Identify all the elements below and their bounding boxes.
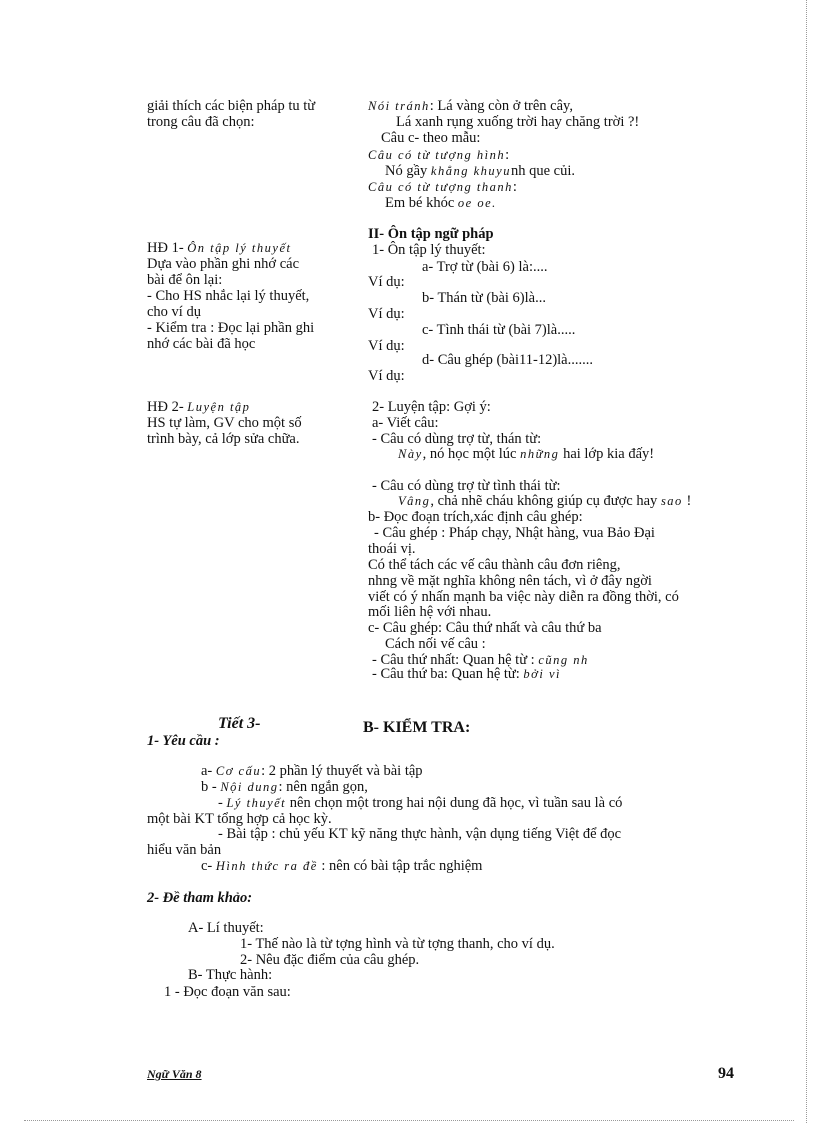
hd1-line-5: - Kiểm tra : Đọc lại phần ghi — [147, 320, 315, 336]
hd2-title: Luyện tập — [187, 400, 251, 414]
page-edge-horizontal-rule — [24, 1120, 794, 1121]
example-4-c: sao — [660, 494, 683, 508]
hd1-title: Ôn tập lý thuyết — [187, 241, 292, 255]
item-d: d- Câu ghép (bài11-12)là....... — [422, 352, 593, 368]
cau-c-theo-mau: Câu c- theo mẫu: — [381, 130, 481, 146]
dash-4-a: - Câu thứ ba: Quan hệ từ: — [372, 666, 524, 682]
hd1-line-2: bài để ôn lại: — [147, 272, 223, 288]
explanation-line-2: nhng về mặt nghĩa không nên tách, vì ở đây ngời — [368, 573, 652, 589]
tuong-hinh-line — [368, 147, 509, 163]
item-a: a- Trợ từ (bài 6) là:.... — [422, 259, 548, 275]
tiet-3-heading: Tiết 3- — [218, 715, 261, 732]
hd1-prefix: HĐ 1- — [147, 240, 188, 256]
noi-tranh-text: : Lá vàng còn ở trên cây, — [429, 98, 573, 114]
example-1-c: nh que củi. — [510, 163, 575, 179]
hd1-line-6: nhớ các bài đã học — [147, 336, 256, 352]
tuong-hinh-colon: : — [505, 147, 510, 163]
req-ly-thuyet-cont: một bài KT tổng hợp cả học kỳ. — [147, 811, 332, 827]
cau-ghep-phap-chay: - Câu ghép : Pháp chạy, Nhật hàng, vua Bảo Đại — [374, 525, 655, 541]
hd1-heading — [147, 240, 291, 256]
thuc-hanh-heading: B- Thực hành: — [188, 967, 273, 983]
page-number: 94 — [718, 1065, 734, 1082]
doc-doan-trich: b- Đọc đoạn trích,xác định câu ghép: — [368, 509, 583, 525]
dash-3-a: - Câu thứ nhất: Quan hệ từ : — [372, 652, 539, 668]
example-3-b: , nó học một lúc — [422, 446, 521, 462]
dash-3-b: cũng nh — [538, 653, 589, 667]
explanation-line-3: viết có ý nhấn mạnh ba việc này diễn ra đồng thời, có — [368, 589, 679, 605]
example-nay — [398, 446, 654, 462]
dash-4-b: bởi vì — [523, 667, 561, 681]
hd2-prefix: HĐ 2- — [147, 399, 188, 415]
example-1-b: khẳng khuyu — [430, 164, 511, 178]
doc-doan-van: 1 - Đọc đoạn văn sau: — [164, 984, 291, 1000]
explanation-line-1: Có thể tách các vế câu thành câu đơn riêng, — [368, 557, 621, 573]
req-c-hinh-thuc — [201, 858, 482, 874]
c-cau-ghep: c- Câu ghép: Câu thứ nhất và câu thứ ba — [368, 620, 602, 636]
tuong-hinh-label: Câu có từ tượng hình — [368, 148, 506, 162]
req-c-prefix: c- — [201, 858, 216, 874]
req-b-noi-dung — [201, 779, 368, 795]
req-b-text: : nên ngắn gọn, — [278, 779, 368, 795]
viet-cau: a- Viết câu: — [372, 415, 439, 431]
tuong-thanh-label: Câu có từ tượng thanh — [368, 180, 513, 194]
hd2-line-1: HS tự làm, GV cho một số — [147, 415, 302, 431]
question-2: 2- Nêu đặc điểm của câu ghép. — [240, 952, 420, 968]
de-tham-khao-heading: 2- Đề tham khảo: — [147, 890, 253, 906]
req-bai-tap: - Bài tập : chủ yếu KT kỹ năng thực hành, vận dụng tiếng Việt để đọc — [218, 826, 622, 842]
example-2-a: Em bé khóc — [385, 195, 458, 211]
hd1-line-3: - Cho HS nhắc lại lý thuyết, — [147, 288, 310, 304]
luyen-tap-heading: 2- Luyện tập: Gợi ý: — [372, 399, 491, 415]
left-intro-line-2: trong câu đã chọn: — [147, 114, 255, 130]
example-vang — [398, 493, 691, 509]
thoai-vi: thoái vị. — [368, 541, 416, 557]
footer-logo: Ngữ Văn 8 — [147, 1067, 202, 1081]
poem-line-2: Lá xanh rụng xuống trời hay chăng trời ?! — [396, 114, 640, 130]
explanation-line-4: mối liên hệ với nhau. — [368, 604, 492, 620]
cach-noi-ve-cau: Cách nối vế câu : — [385, 636, 486, 652]
req-lt-prefix: - — [218, 795, 227, 811]
item-c: c- Tình thái từ (bài 7)là..... — [422, 322, 576, 338]
noi-tranh-line — [368, 98, 573, 114]
vi-du-4: Ví dụ: — [368, 368, 405, 384]
yeu-cau-heading: 1- Yêu cầu : — [147, 733, 220, 749]
req-a-text: : 2 phần lý thuyết và bài tập — [261, 763, 423, 779]
dash-tro-tu: - Câu có dùng trợ từ, thán từ: — [372, 431, 542, 447]
req-a-prefix: a- — [201, 763, 216, 779]
req-lt-label: Lý thuyết — [226, 796, 287, 810]
example-4-d: ! — [682, 493, 692, 509]
example-3-d: hai lớp kia đấy! — [559, 446, 655, 462]
example-1-a: Nó gầy — [385, 163, 431, 179]
req-b-prefix: b - — [201, 779, 221, 795]
example-3-c: những — [520, 447, 560, 461]
dash-cau-thu-ba — [372, 666, 561, 682]
example-oe-oe — [385, 195, 497, 211]
page-edge-vertical-rule — [806, 0, 807, 1123]
example-4-b: , chả nhẽ cháu không giúp cụ được hay — [430, 493, 661, 509]
req-a-label: Cơ cấu — [215, 764, 262, 778]
vi-du-3: Ví dụ: — [368, 338, 405, 354]
hd2-line-2: trình bày, cả lớp sửa chữa. — [147, 431, 300, 447]
vi-du-2: Ví dụ: — [368, 306, 405, 322]
req-b-label: Nội dung — [220, 780, 279, 794]
kiem-tra-heading: B- KIỂM TRA: — [363, 719, 471, 736]
hd1-line-4: cho ví dụ — [147, 304, 201, 320]
example-gay-khang-khuyu — [385, 163, 575, 179]
example-3-a: Này — [398, 447, 423, 461]
section-2-title: II- Ôn tập ngữ pháp — [368, 226, 494, 242]
req-c-label: Hình thức ra đề — [215, 859, 318, 873]
left-intro-line-1: giải thích các biện pháp tu từ — [147, 98, 316, 114]
tuong-thanh-line — [368, 179, 517, 195]
req-bai-tap-cont: hiểu văn bản — [147, 842, 222, 858]
hd2-heading — [147, 399, 250, 415]
noi-tranh-label: Nói tránh — [368, 99, 430, 113]
item-b: b- Thán từ (bài 6)là... — [422, 290, 546, 306]
example-2-b: oe oe. — [457, 196, 497, 210]
example-4-a: Vâng — [398, 494, 431, 508]
vi-du-1: Ví dụ: — [368, 274, 405, 290]
hd1-line-1: Dựa vào phần ghi nhớ các — [147, 256, 300, 272]
question-1: 1- Thế nào là từ tợng hình và từ tợng thanh, cho ví dụ. — [240, 936, 555, 952]
req-a-co-cau — [201, 763, 423, 779]
dash-tinh-thai-tu: - Câu có dùng trợ từ tình thái từ: — [372, 478, 561, 494]
req-lt-text: nên chọn một trong hai nội dung đã học, vì tuần sau là có — [286, 795, 623, 811]
li-thuyet-heading: A- Lí thuyết: — [188, 920, 264, 936]
tuong-thanh-colon: : — [512, 179, 517, 195]
req-ly-thuyet — [218, 795, 622, 811]
req-c-text: : nên có bài tập trắc nghiệm — [317, 858, 483, 874]
ly-thuyet-heading: 1- Ôn tập lý thuyết: — [372, 242, 486, 258]
